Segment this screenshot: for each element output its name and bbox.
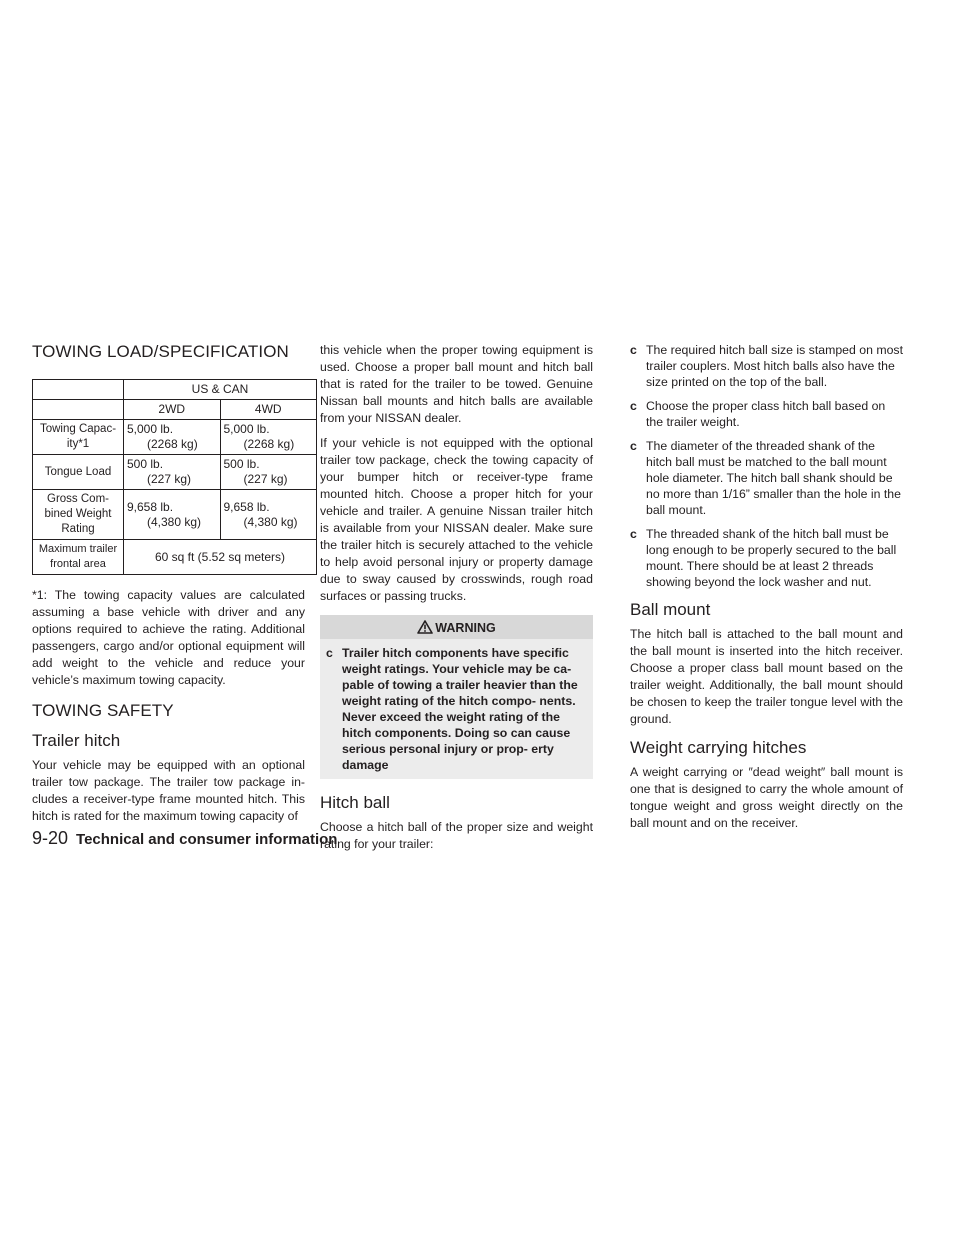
cell-value: 500 lb. (223, 457, 260, 471)
bullet-text: The required hitch ball size is stamped on most trailer couplers. Most hitch balls also have the size printed on the top of the ball. (646, 343, 903, 389)
cell-unit: (4,380 kg) (243, 514, 298, 529)
row-label-gcwr: Gross Com- bined Weight Rating (33, 490, 124, 540)
table-row (33, 490, 317, 540)
bullet-mark: c (630, 527, 637, 541)
table-row (33, 455, 317, 490)
table-row (33, 540, 317, 575)
warning-text: Trailer hitch components have specific weight ratings. Your vehicle may be ca- pable of towing a trailer heavier than the weight rating of the hitch compo- nents. Never exceed the weight rating of the hitch components. Doing so can cause serious personal injury or prop- erty damage (342, 646, 578, 772)
cell-unit: (227 kg) (147, 472, 192, 486)
column-1 (32, 342, 305, 833)
cell-unit: (2268 kg) (147, 437, 198, 451)
bullet-mark: c (630, 343, 637, 357)
table-header-4wd: 4WD (220, 400, 317, 420)
table-region-header: US & CAN (124, 380, 317, 400)
cell-unit: (2268 kg) (243, 437, 295, 451)
subsection-title-trailer-hitch: Trailer hitch (32, 731, 121, 750)
cell-4wd (220, 455, 317, 490)
cell-frontal-area: 60 sq ft (5.52 sq meters) (124, 540, 317, 575)
cell-unit: (227 kg) (243, 472, 288, 486)
section-title-towing-load: TOWING LOAD/SPECIFICATION (32, 342, 289, 361)
paragraph: this vehicle when the proper towing equipment is used. Choose a proper ball mount and hitch ball that is rated for the trailer to be towed. Genuine Nissan ball mounts and hitch balls are available from your NISSAN dealer. (320, 343, 593, 425)
cell-4wd (220, 420, 317, 455)
section-name: Technical and consumer information (76, 831, 338, 848)
bullet-mark: c (326, 646, 333, 660)
trailer-hitch-paragraph: Your vehicle may be equipped with an optional trailer tow package. The trailer tow package in- cludes a receiver-type frame mounted hitch. This hitch is rated for the maximum towing capacity of (32, 758, 305, 823)
section-title-towing-safety: TOWING SAFETY (32, 701, 174, 720)
cell-value: 500 lb. (127, 457, 164, 471)
cell-value: 5,000 lb. (127, 422, 174, 436)
footnote: *1: The towing capacity values are calculated assuming a base vehicle with driver and any options required to achieve the rating. Additional passengers, cargo and/or optional equipment will add weight to the vehicle and reduce your vehicle’s maximum towing capacity. (32, 588, 305, 687)
bullet-text: Choose the proper class hitch ball based on the trailer weight. (646, 399, 886, 429)
subsection-title-weight-carrying: Weight carrying hitches (630, 738, 807, 757)
cell-value: 9,658 lb. (223, 499, 270, 514)
subsection-title-hitch-ball: Hitch ball (320, 793, 390, 812)
cell-value: 5,000 lb. (223, 422, 270, 436)
bullet-text: The diameter of the threaded shank of the hitch ball must be matched to the ball mount hole diameter. The hitch ball shank should be no more than 1/16” smaller than the hole in the ball mount. (646, 439, 901, 517)
warning-body (320, 639, 593, 779)
list-item (326, 645, 587, 773)
list-item (630, 526, 903, 590)
column-2 (320, 342, 593, 861)
table-row (33, 420, 317, 455)
row-label-frontal-area: Maximum trailer frontal area (33, 540, 124, 575)
list-item (630, 342, 903, 390)
page-number: 9-20 (32, 828, 69, 848)
towing-spec-table (32, 379, 317, 575)
cell-2wd (124, 490, 221, 540)
warning-header (320, 615, 593, 639)
bullet-mark: c (630, 439, 637, 453)
cell-2wd (124, 420, 221, 455)
table-header-2wd: 2WD (124, 400, 221, 420)
weight-carrying-paragraph: A weight carrying or ″dead weight″ ball mount is one that is designed to carry the whole amount of tongue weight and gross weight directly on the ball mount and on the receiver. (630, 765, 903, 830)
ball-mount-paragraph: The hitch ball is attached to the ball mount and the ball mount is inserted into the hitch receiver. Choose a proper class ball mount based on the trailer weight. Additionally, the ball mount should be chosen to keep the trailer tongue level with the ground. (630, 627, 903, 726)
subsection-title-ball-mount: Ball mount (630, 600, 711, 619)
row-label-towing-capacity: Towing Capac- ity*1 (33, 420, 124, 455)
row-label-tongue-load: Tongue Load (33, 455, 124, 490)
cell-unit: (4,380 kg) (147, 514, 202, 529)
list-item (630, 398, 903, 430)
cell-4wd (220, 490, 317, 540)
table-corner-cell (33, 380, 124, 400)
bullet-mark: c (630, 399, 637, 413)
bullet-text: The threaded shank of the hitch ball must be long enough to be properly secured to the ball mount. There should be at least 2 threads showing beyond the lock washer and nut. (646, 527, 897, 589)
warning-triangle-icon (417, 620, 433, 634)
page-footer (32, 828, 337, 849)
column-3 (630, 342, 903, 840)
hitch-ball-paragraph: Choose a hitch ball of the proper size and weight rating for your trailer: (320, 820, 593, 851)
cell-value: 9,658 lb. (127, 499, 174, 514)
warning-label: WARNING (435, 621, 496, 635)
paragraph: If your vehicle is not equipped with the optional trailer tow package, check the towing capacity of your bumper hitch or receiver-type frame mounted hitch. Choose a proper hitch for your vehicle and trailer. A genuine Nissan trailer hitch is available from your NISSAN dealer. Make sure the trailer hitch is securely attached to the vehicle to help avoid personal injury or property damage due to sway caused by crosswinds, rough road surfaces or passing trucks. (320, 436, 593, 603)
cell-2wd (124, 455, 221, 490)
table-corner-cell (33, 400, 124, 420)
list-item (630, 438, 903, 518)
